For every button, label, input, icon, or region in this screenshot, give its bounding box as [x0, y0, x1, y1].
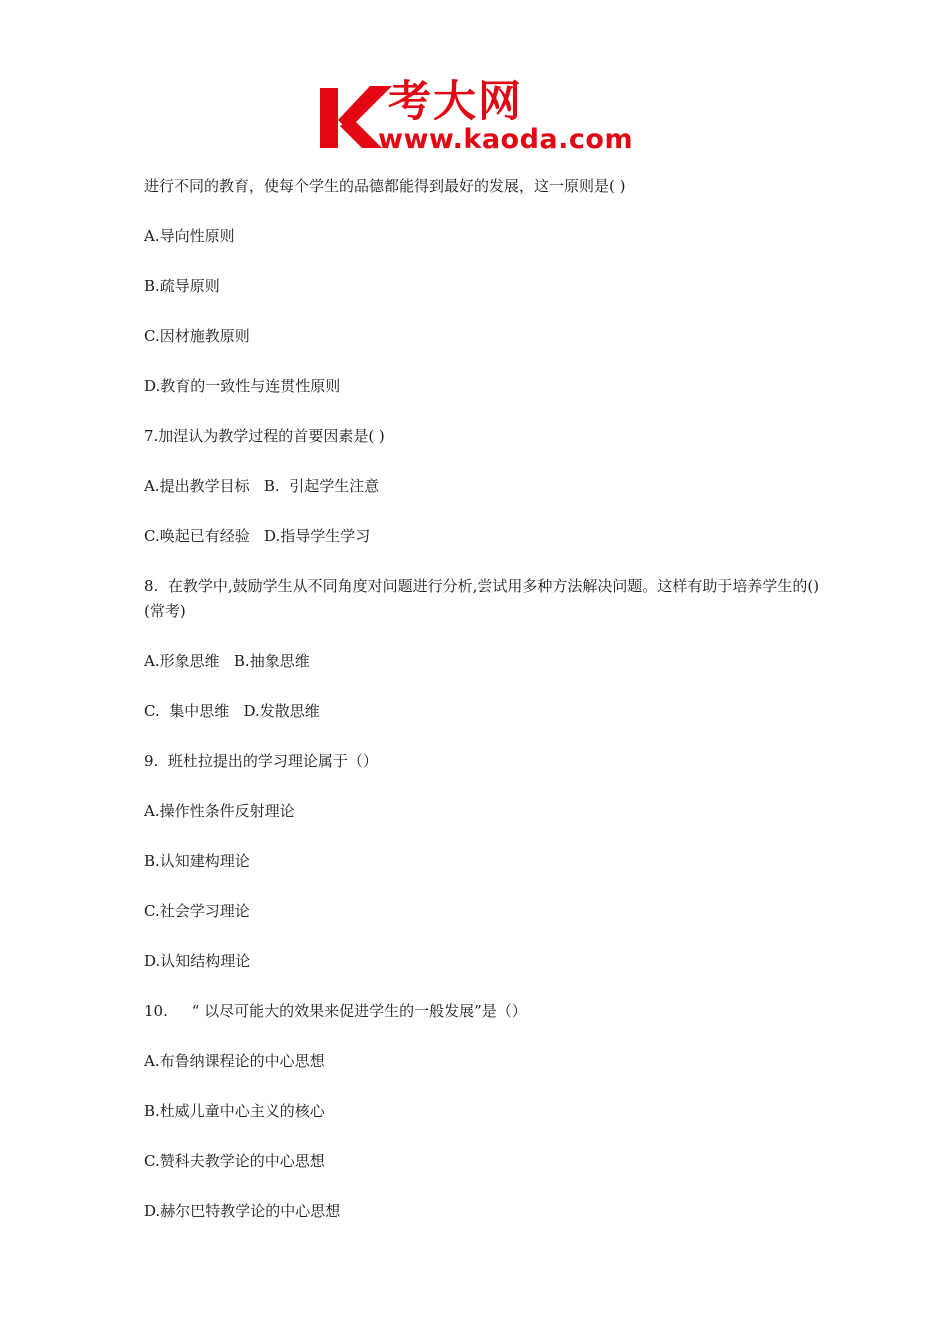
question-9: 9. 班杜拉提出的学习理论属于（）	[144, 752, 378, 770]
options-cd: C. 集中思维 D.发散思维	[144, 702, 320, 720]
option-d: D.认知结构理论	[144, 952, 251, 970]
exam-questions	[144, 174, 824, 1249]
option-a: A.操作性条件反射理论	[144, 802, 295, 820]
option-b: B.杜威儿童中心主义的核心	[144, 1102, 325, 1120]
option-d: D.赫尔巴特教学论的中心思想	[144, 1202, 341, 1220]
question-8: 8. 在教学中,鼓励学生从不同角度对问题进行分析,尝试用多种方法解决问题。这样有助于培养学生的()(常考)	[144, 577, 820, 620]
logo-url-text: www.kaoda.com	[378, 124, 634, 155]
option-d: D.教育的一致性与连贯性原则	[144, 377, 341, 395]
option-a: A.导向性原则	[144, 227, 235, 245]
question-10: 10. “ 以尽可能大的效果来促进学生的一般发展”是（）	[144, 1002, 527, 1020]
option-c: C.赞科夫教学论的中心思想	[144, 1152, 325, 1170]
question-7: 7.加涅认为教学过程的首要因素是( )	[144, 427, 385, 445]
option-c: C.因材施教原则	[144, 327, 250, 345]
option-a: A.布鲁纳课程论的中心思想	[144, 1052, 325, 1070]
options-cd: C.唤起已有经验 D.指导学生学习	[144, 527, 371, 545]
kaoda-logo	[318, 78, 640, 162]
question-continuation: 进行不同的教育，使每个学生的品德都能得到最好的发展，这一原则是( )	[144, 177, 626, 195]
options-ab: A.形象思维 B.抽象思维	[144, 652, 310, 670]
option-b: B.疏导原则	[144, 277, 220, 295]
options-ab: A.提出教学目标 B. 引起学生注意	[144, 477, 380, 495]
option-c: C.社会学习理论	[144, 902, 250, 920]
logo-brand-text: 考大网	[388, 77, 523, 127]
option-b: B.认知建构理论	[144, 852, 250, 870]
